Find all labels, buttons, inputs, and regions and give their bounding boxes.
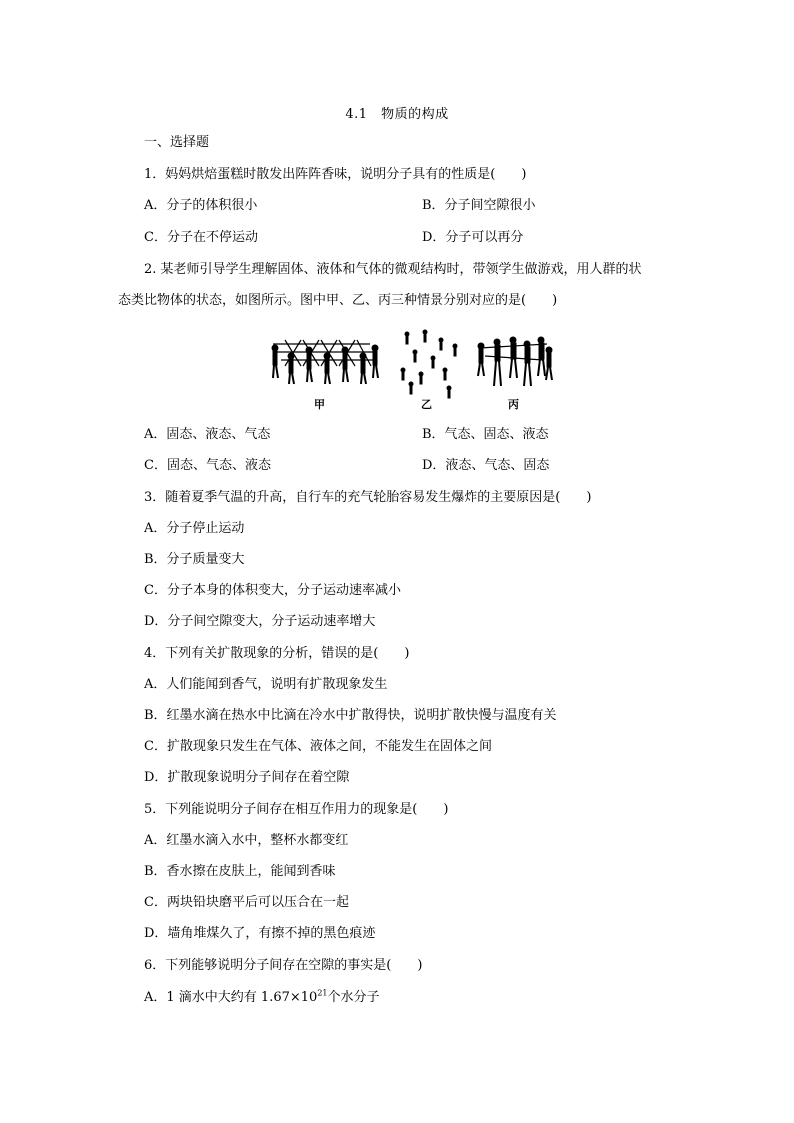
- figure-label-jia: 甲: [314, 398, 325, 411]
- question-4-option-d: D．扩散现象说明分子间存在着空隙: [144, 770, 350, 785]
- question-4-option-a: A．人们能闻到香气，说明有扩散现象发生: [144, 677, 388, 692]
- question-1-option-b: B．分子间空隙很小: [422, 198, 536, 213]
- question-2-option-c: C．固态、气态、液态: [144, 458, 271, 473]
- question-3-option-a: A．分子停止运动: [144, 521, 245, 536]
- question-4-option-b: B．红墨水滴在热水中比滴在冷水中扩散得快，说明扩散快慢与温度有关: [144, 708, 557, 723]
- question-6-stem: 6．下列能够说明分子间存在空隙的事实是( ): [144, 958, 423, 973]
- question-5-option-c: C．两块铅块磨平后可以压合在一起: [144, 895, 349, 910]
- figure-liquid-crowd: [478, 337, 552, 386]
- question-2-option-a: A．固态、液态、气态: [144, 427, 271, 442]
- question-5-option-a: A．红墨水滴入水中，整杯水都变红: [144, 833, 349, 848]
- figure-label-yi: 乙: [421, 398, 432, 411]
- question-1-stem: 1．妈妈烘焙蛋糕时散发出阵阵香味，说明分子具有的性质是( ): [144, 167, 527, 182]
- question-6-option-a-exponent: 21: [317, 988, 328, 998]
- question-1-option-a: A．分子的体积很小: [144, 198, 258, 213]
- question-5-option-d: D．墙角堆煤久了，有擦不掉的黑色痕迹: [144, 926, 376, 941]
- figure-gas-crowd: [401, 330, 457, 398]
- question-6-option-a: [144, 989, 380, 1007]
- question-2-option-d: D．液态、气态、固态: [422, 458, 550, 473]
- question-3-option-b: B．分子质量变大: [144, 552, 245, 567]
- question-5-stem: 5．下列能说明分子间存在相互作用力的现象是( ): [144, 802, 449, 817]
- figure-label-bing: 丙: [508, 398, 519, 411]
- figure-solid-crowd: [272, 340, 378, 384]
- question-4-option-c: C．扩散现象只发生在气体、液体之间，不能发生在固体之间: [144, 739, 492, 754]
- question-3-stem: 3．随着夏季气温的升高，自行车的充气轮胎容易发生爆炸的主要原因是( ): [144, 490, 592, 505]
- question-1-option-c: C．分子在不停运动: [144, 230, 258, 245]
- question-3-option-c: C．分子本身的体积变大，分子运动速率减小: [144, 583, 401, 598]
- question-6-option-a-suffix: 个水分子: [327, 990, 380, 1005]
- section-heading: 一、选择题: [144, 135, 210, 150]
- page-title: 4.1 物质的构成: [345, 107, 449, 122]
- question-6-option-a-prefix: A．1 滴水中大约有 1.67×10: [144, 990, 318, 1005]
- question-3-option-d: D．分子间空隙变大，分子运动速率增大: [144, 614, 376, 629]
- question-2-stem-line1: 2. 某老师引导学生理解固体、液体和气体的微观结构时，带领学生做游戏，用人群的状: [144, 262, 642, 277]
- question-5-option-b: B．香水擦在皮肤上，能闻到香味: [144, 864, 336, 879]
- question-4-stem: 4．下列有关扩散现象的分析，错误的是( ): [144, 646, 410, 661]
- question-1-option-d: D．分子可以再分: [422, 230, 524, 245]
- question-2-option-b: B．气态、固态、液态: [422, 427, 549, 442]
- question-2-stem-line2: 态类比物体的状态，如图所示。图中甲、乙、丙三种情景分别对应的是( ): [118, 293, 558, 308]
